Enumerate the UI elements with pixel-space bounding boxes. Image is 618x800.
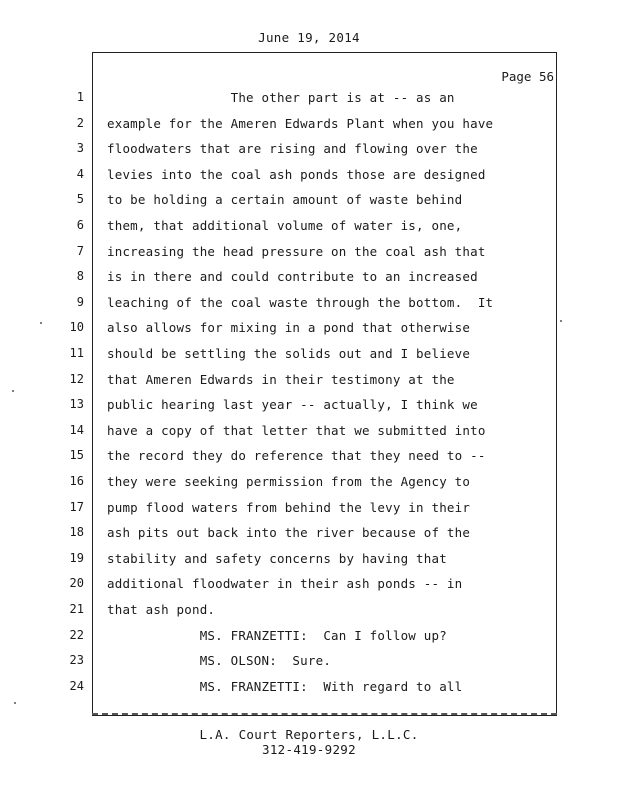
line-text: MS. FRANZETTI: Can I follow up? (107, 628, 447, 643)
line-text: additional floodwater in their ash ponds -- in (107, 576, 463, 591)
line-text: also allows for mixing in a pond that otherwise (107, 320, 471, 335)
line-number: 4 (76, 167, 84, 181)
line-text: example for the Ameren Edwards Plant when you have (107, 116, 494, 131)
line-number: 2 (76, 116, 84, 130)
line-number: 14 (69, 423, 84, 437)
line-text: that ash pond. (107, 602, 216, 617)
scan-speck (14, 702, 16, 704)
footer-phone: 312-419-9292 (262, 742, 356, 757)
line-text: pump flood waters from behind the levy in their (107, 500, 471, 515)
line-number: 12 (69, 372, 84, 386)
line-text: MS. OLSON: Sure. (107, 653, 332, 668)
line-number: 15 (69, 448, 84, 462)
line-text: levies into the coal ash ponds those are designed (107, 167, 486, 182)
line-text: they were seeking permission from the Agency to (107, 474, 471, 489)
scan-speck (560, 320, 562, 322)
line-text: should be settling the solids out and I believe (107, 346, 471, 361)
line-number: 23 (69, 653, 84, 667)
line-text: that Ameren Edwards in their testimony at the (107, 372, 455, 387)
line-number: 21 (69, 602, 84, 616)
line-text: stability and safety concerns by having that (107, 551, 447, 566)
scan-speck (40, 322, 42, 324)
line-number: 8 (76, 269, 84, 283)
line-text: have a copy of that letter that we submitted into (107, 423, 486, 438)
line-number: 11 (69, 346, 84, 360)
line-text: increasing the head pressure on the coal ash that (107, 244, 486, 259)
line-number: 3 (76, 141, 84, 155)
line-text: The other part is at -- as an (107, 90, 455, 105)
line-text: them, that additional volume of water is, one, (107, 218, 463, 233)
line-number: 20 (69, 576, 84, 590)
line-text: to be holding a certain amount of waste behind (107, 192, 463, 207)
line-text: ash pits out back into the river because of the (107, 525, 471, 540)
footer-company: L.A. Court Reporters, L.L.C. (199, 727, 419, 742)
line-number: 9 (76, 295, 84, 309)
line-text: leaching of the coal waste through the bottom. It (107, 295, 494, 310)
line-number: 18 (69, 525, 84, 539)
line-text: public hearing last year -- actually, I think we (107, 397, 478, 412)
line-text: is in there and could contribute to an increased (107, 269, 478, 284)
line-number: 10 (69, 320, 84, 334)
line-text: MS. FRANZETTI: With regard to all (107, 679, 463, 694)
line-number: 19 (69, 551, 84, 565)
line-number: 5 (76, 192, 84, 206)
page-number-label: Page 56 (501, 69, 554, 84)
line-number: 13 (69, 397, 84, 411)
line-number: 24 (69, 679, 84, 693)
line-number: 7 (76, 244, 84, 258)
line-number: 22 (69, 628, 84, 642)
frame-bottom-border (92, 713, 557, 715)
header-date: June 19, 2014 (258, 30, 360, 45)
line-text: floodwaters that are rising and flowing over the (107, 141, 478, 156)
line-number: 6 (76, 218, 84, 232)
line-text: the record they do reference that they need to -- (107, 448, 486, 463)
line-number: 1 (76, 90, 84, 104)
line-number: 17 (69, 500, 84, 514)
scan-speck (12, 390, 14, 392)
line-number: 16 (69, 474, 84, 488)
